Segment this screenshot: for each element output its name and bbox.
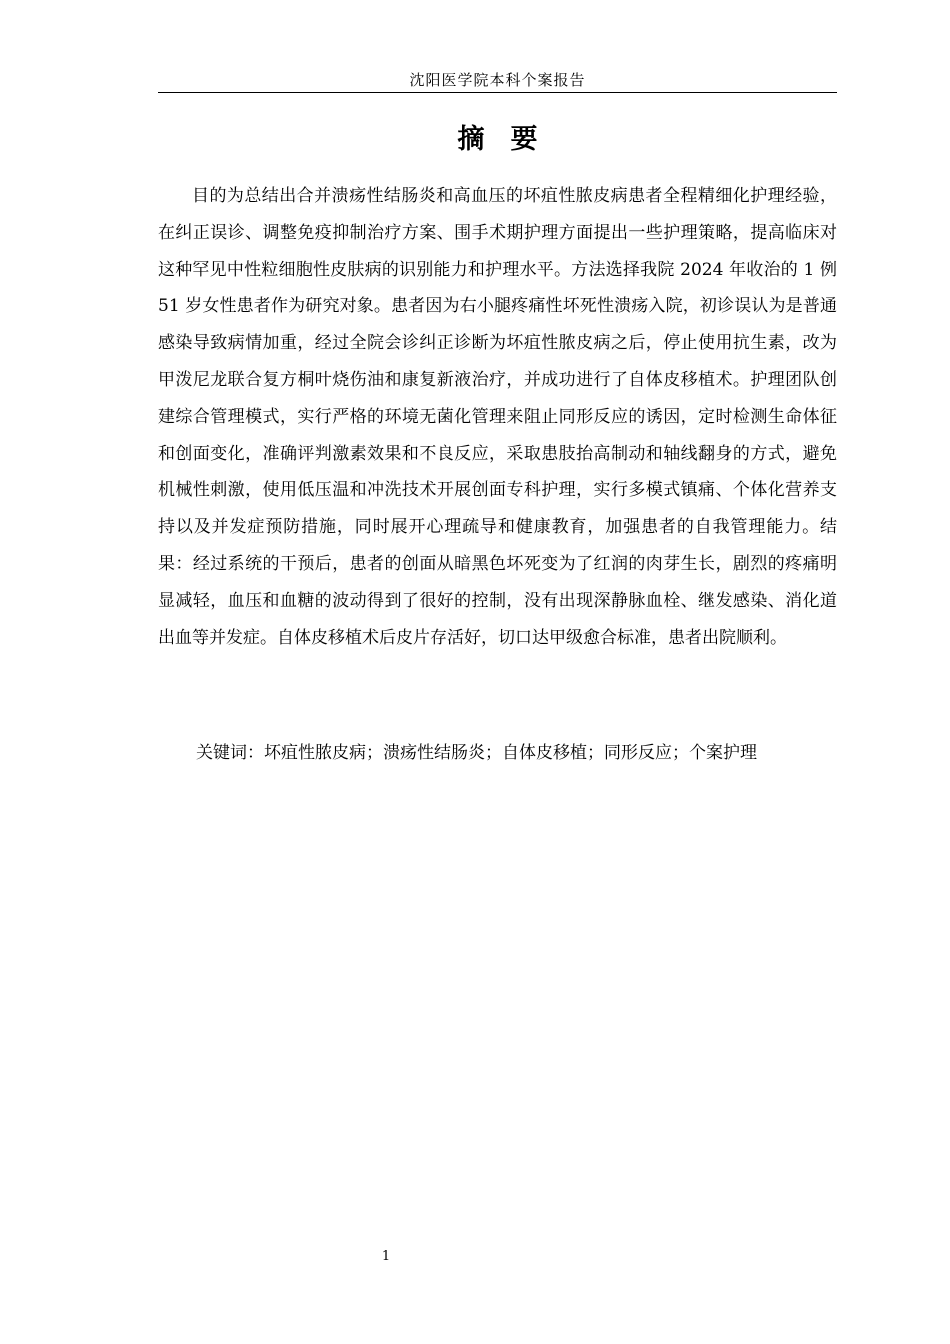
page-number: 1	[381, 1249, 391, 1264]
abstract-body: 目的为总结出合并溃疡性结肠炎和高血压的坏疽性脓皮病患者全程精细化护理经验，在纠正误诊、调整免疫抑制治疗方案、围手术期护理方面提出一些护理策略，提高临床对这种罕见中性粒细胞性皮肤病的识别能力和护理水平。方法选择我院 2024 年收治的 1 例 51 岁女性患者作为研究对象。患者因为右小腿疼痛性坏死性溃疡入院，初诊误认为是普通感染导致病情加重，经过全院会诊纠正诊断为坏疽性脓皮病之后，停止使用抗生素，改为甲泼尼龙联合复方桐叶烧伤油和康复新液治疗，并成功进行了自体皮移植术。护理团队创建综合管理模式，实行严格的环境无菌化管理来阻止同形反应的诱因，定时检测生命体征和创面变化，准确评判激素效果和不良反应，采取患肢抬高制动和轴线翻身的方式，避免机械性刺激，使用低压温和冲洗技术开展创面专科护理，实行多模式镇痛、个体化营养支持以及并发症预防措施，同时展开心理疏导和健康教育，加强患者的自我管理能力。结果：经过系统的干预后，患者的创面从暗黑色坏死变为了红润的肉芽生长，剧烈的疼痛明显减轻，血压和血糖的波动得到了很好的控制，没有出现深静脉血栓、继发感染、消化道出血等并发症。自体皮移植术后皮片存活好，切口达甲级愈合标准，患者出院顺利。	[158, 186, 837, 648]
keywords-label: 关键词：	[196, 743, 264, 763]
header-divider	[158, 92, 837, 93]
abstract-title: 摘要	[457, 124, 564, 155]
running-header: 沈阳医学院本科个案报告	[409, 71, 586, 89]
keywords-text: 坏疽性脓皮病；溃疡性结肠炎；自体皮移植；同形反应；个案护理	[264, 743, 757, 763]
keywords-line	[158, 735, 837, 771]
